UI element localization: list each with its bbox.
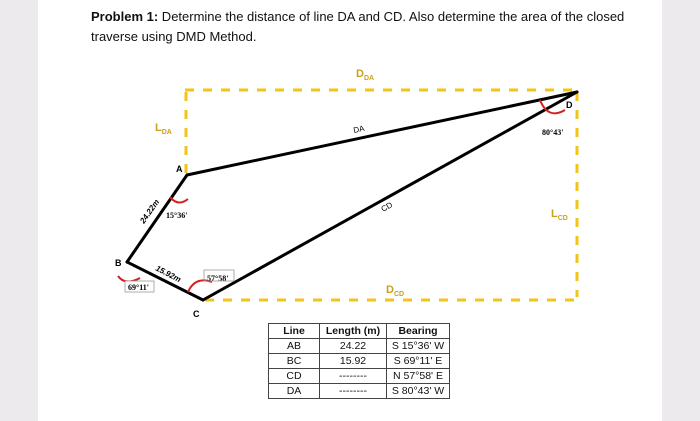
table-row <box>269 339 450 354</box>
cell-length: 15.92 <box>320 354 387 369</box>
angle-b-label: 69°11' <box>128 283 149 292</box>
angle-a-label: 15°36' <box>166 211 188 220</box>
point-b-label: B <box>115 258 122 268</box>
header-length: Length (m) <box>320 324 387 339</box>
cell-line: AB <box>269 339 320 354</box>
projection-lines <box>185 90 578 300</box>
table-row <box>269 369 450 384</box>
cell-length: -------- <box>320 384 387 399</box>
cell-line: BC <box>269 354 320 369</box>
header-bearing: Bearing <box>387 324 450 339</box>
problem-text: Determine the distance of line DA and CD. Also determine the area of the closed traverse using DMD Method. <box>91 9 625 44</box>
lda-label: $L_{DA}$ <box>155 122 172 136</box>
line-cd <box>203 92 577 300</box>
lcd-label: $L_{CD}$ <box>551 208 568 222</box>
ab-length-label: 24.22m <box>138 197 162 226</box>
angle-d-label: 80°43' <box>542 128 564 137</box>
bc-length-label: 15.92m <box>154 263 183 285</box>
cell-bearing: N 57°58' E <box>387 369 450 384</box>
point-d-label: D <box>566 100 573 110</box>
header-line: Line <box>269 324 320 339</box>
traverse-lines <box>127 92 577 300</box>
line-da <box>187 92 577 175</box>
table-header-row <box>269 324 450 339</box>
dda-label: $D_{DA}$ <box>356 68 375 82</box>
cell-line: CD <box>269 369 320 384</box>
dcd-label: $D_{CD}$ <box>386 284 405 298</box>
line-da-label: DA <box>352 123 366 135</box>
point-a-label: A <box>176 164 183 174</box>
cell-bearing: S 69°11' E <box>387 354 450 369</box>
cell-length: 24.22 <box>320 339 387 354</box>
table-row <box>269 384 450 399</box>
cell-length: -------- <box>320 369 387 384</box>
problem-heading: Problem 1: <box>91 9 159 24</box>
angle-c-label: 57°58' <box>207 274 229 283</box>
traverse-data-table <box>268 323 450 399</box>
point-c-label: C <box>193 309 200 319</box>
cell-bearing: S 80°43' W <box>387 384 450 399</box>
table-row <box>269 354 450 369</box>
line-cd-label: CD <box>379 200 395 214</box>
cell-bearing: S 15°36' W <box>387 339 450 354</box>
cell-line: DA <box>269 384 320 399</box>
